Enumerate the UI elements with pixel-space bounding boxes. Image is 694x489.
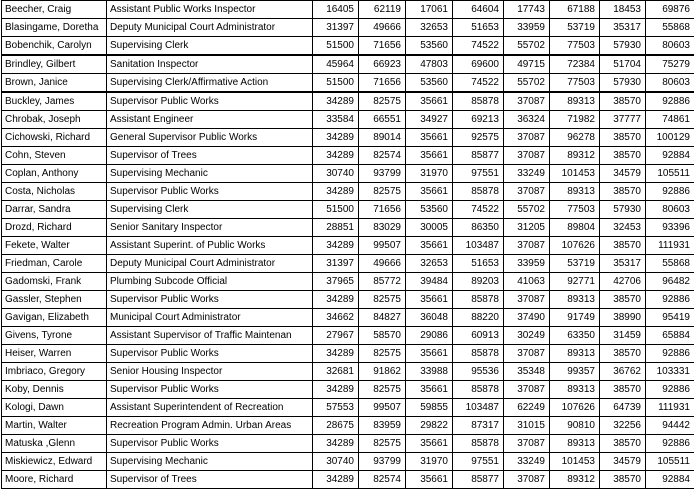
salary-min-4-cell: 57930 [600, 37, 646, 56]
salary-min-1-cell: 51500 [313, 201, 359, 219]
salary-table [1, 0, 694, 489]
salary-max-2-cell: 51653 [453, 255, 504, 273]
job-title-cell: Assistant Superintendent of Recreation [107, 399, 313, 417]
salary-max-4-cell: 92884 [646, 147, 694, 165]
salary-min-3-cell: 55702 [504, 74, 550, 93]
table-row [2, 471, 694, 489]
table-row [2, 255, 694, 273]
salary-max-1-cell: 58570 [359, 327, 406, 345]
salary-min-3-cell: 37087 [504, 471, 550, 489]
salary-min-2-cell: 32653 [406, 19, 453, 37]
salary-max-2-cell: 85878 [453, 291, 504, 309]
table-row [2, 129, 694, 147]
salary-max-1-cell: 99507 [359, 237, 406, 255]
table-row [2, 1, 694, 19]
salary-min-3-cell: 35348 [504, 363, 550, 381]
salary-max-3-cell: 99357 [550, 363, 600, 381]
employee-name-cell: Kologi, Dawn [2, 399, 107, 417]
salary-max-4-cell: 75279 [646, 55, 694, 74]
salary-min-3-cell: 41063 [504, 273, 550, 291]
salary-min-4-cell: 35317 [600, 19, 646, 37]
table-row [2, 92, 694, 111]
salary-max-1-cell: 82575 [359, 381, 406, 399]
job-title-cell: Supervisor of Trees [107, 471, 313, 489]
table-row [2, 273, 694, 291]
salary-min-2-cell: 53560 [406, 37, 453, 56]
salary-max-2-cell: 85877 [453, 471, 504, 489]
salary-min-2-cell: 29086 [406, 327, 453, 345]
job-title-cell: Supervisor Public Works [107, 183, 313, 201]
salary-min-3-cell: 37087 [504, 147, 550, 165]
salary-max-3-cell: 96278 [550, 129, 600, 147]
salary-max-2-cell: 97551 [453, 453, 504, 471]
salary-min-1-cell: 33584 [313, 111, 359, 129]
employee-name-cell: Givens, Tyrone [2, 327, 107, 345]
salary-min-2-cell: 35661 [406, 183, 453, 201]
salary-max-3-cell: 89313 [550, 345, 600, 363]
salary-min-2-cell: 35661 [406, 381, 453, 399]
salary-max-4-cell: 95419 [646, 309, 694, 327]
salary-min-4-cell: 38570 [600, 237, 646, 255]
salary-min-4-cell: 36762 [600, 363, 646, 381]
job-title-cell: Assistant Superint. of Public Works [107, 237, 313, 255]
salary-max-4-cell: 92886 [646, 435, 694, 453]
job-title-cell: Municipal Court Administrator [107, 309, 313, 327]
employee-name-cell: Beecher, Craig [2, 1, 107, 19]
salary-min-1-cell: 16405 [313, 1, 359, 19]
table-row [2, 111, 694, 129]
salary-min-4-cell: 34579 [600, 453, 646, 471]
salary-min-2-cell: 35661 [406, 291, 453, 309]
salary-min-3-cell: 37087 [504, 183, 550, 201]
salary-min-2-cell: 35661 [406, 435, 453, 453]
salary-min-4-cell: 38570 [600, 381, 646, 399]
salary-min-1-cell: 30740 [313, 453, 359, 471]
salary-min-1-cell: 34289 [313, 92, 359, 111]
table-row [2, 74, 694, 93]
salary-max-2-cell: 103487 [453, 399, 504, 417]
salary-max-3-cell: 53719 [550, 255, 600, 273]
salary-min-2-cell: 17061 [406, 1, 453, 19]
employee-name-cell: Martin, Walter [2, 417, 107, 435]
job-title-cell: Sanitation Inspector [107, 55, 313, 74]
salary-min-1-cell: 51500 [313, 74, 359, 93]
salary-min-1-cell: 34289 [313, 291, 359, 309]
salary-max-4-cell: 92886 [646, 92, 694, 111]
job-title-cell: Supervising Clerk/Affirmative Action [107, 74, 313, 93]
salary-max-4-cell: 103331 [646, 363, 694, 381]
salary-max-3-cell: 91749 [550, 309, 600, 327]
salary-max-3-cell: 89313 [550, 291, 600, 309]
salary-min-3-cell: 37087 [504, 381, 550, 399]
salary-min-1-cell: 32681 [313, 363, 359, 381]
salary-min-4-cell: 57930 [600, 74, 646, 93]
salary-max-1-cell: 93799 [359, 453, 406, 471]
salary-min-2-cell: 31970 [406, 453, 453, 471]
job-title-cell: General Supervisor Public Works [107, 129, 313, 147]
job-title-cell: Assistant Engineer [107, 111, 313, 129]
salary-max-2-cell: 51653 [453, 19, 504, 37]
salary-max-2-cell: 69600 [453, 55, 504, 74]
job-title-cell: Plumbing Subcode Official [107, 273, 313, 291]
salary-min-2-cell: 36048 [406, 309, 453, 327]
employee-name-cell: Friedman, Carole [2, 255, 107, 273]
salary-min-1-cell: 34289 [313, 129, 359, 147]
salary-min-4-cell: 51704 [600, 55, 646, 74]
salary-min-4-cell: 18453 [600, 1, 646, 19]
salary-min-2-cell: 29822 [406, 417, 453, 435]
salary-max-1-cell: 49666 [359, 255, 406, 273]
salary-min-3-cell: 33249 [504, 453, 550, 471]
salary-max-1-cell: 82574 [359, 147, 406, 165]
salary-max-2-cell: 85878 [453, 345, 504, 363]
table-row [2, 435, 694, 453]
salary-min-1-cell: 28675 [313, 417, 359, 435]
salary-max-2-cell: 69213 [453, 111, 504, 129]
salary-max-4-cell: 55868 [646, 255, 694, 273]
salary-max-1-cell: 82575 [359, 92, 406, 111]
salary-min-1-cell: 45964 [313, 55, 359, 74]
table-row [2, 327, 694, 345]
employee-name-cell: Fekete, Walter [2, 237, 107, 255]
salary-min-3-cell: 55702 [504, 37, 550, 56]
job-title-cell: Deputy Municipal Court Administrator [107, 19, 313, 37]
job-title-cell: Supervisor Public Works [107, 435, 313, 453]
salary-min-1-cell: 51500 [313, 37, 359, 56]
salary-max-4-cell: 92886 [646, 183, 694, 201]
salary-max-3-cell: 101453 [550, 453, 600, 471]
job-title-cell: Supervisor Public Works [107, 92, 313, 111]
salary-min-1-cell: 28851 [313, 219, 359, 237]
salary-max-3-cell: 89313 [550, 381, 600, 399]
salary-min-4-cell: 38570 [600, 291, 646, 309]
salary-min-3-cell: 33959 [504, 19, 550, 37]
salary-max-4-cell: 111931 [646, 399, 694, 417]
salary-max-3-cell: 89312 [550, 471, 600, 489]
salary-min-3-cell: 31015 [504, 417, 550, 435]
salary-max-3-cell: 107626 [550, 399, 600, 417]
job-title-cell: Assistant Supervisor of Traffic Maintenan [107, 327, 313, 345]
table-row [2, 381, 694, 399]
table-row [2, 363, 694, 381]
table-row [2, 219, 694, 237]
table-row [2, 453, 694, 471]
salary-max-4-cell: 96482 [646, 273, 694, 291]
salary-max-2-cell: 87317 [453, 417, 504, 435]
table-row [2, 417, 694, 435]
salary-max-1-cell: 71656 [359, 74, 406, 93]
salary-min-1-cell: 57553 [313, 399, 359, 417]
salary-max-1-cell: 49666 [359, 19, 406, 37]
salary-max-4-cell: 80603 [646, 37, 694, 56]
salary-max-2-cell: 74522 [453, 74, 504, 93]
salary-max-3-cell: 89313 [550, 183, 600, 201]
salary-max-4-cell: 100129 [646, 129, 694, 147]
salary-max-1-cell: 99507 [359, 399, 406, 417]
salary-max-1-cell: 82575 [359, 291, 406, 309]
salary-min-2-cell: 35661 [406, 471, 453, 489]
table-row [2, 147, 694, 165]
employee-name-cell: Gavigan, Elizabeth [2, 309, 107, 327]
salary-min-3-cell: 33959 [504, 255, 550, 273]
salary-min-4-cell: 38570 [600, 92, 646, 111]
salary-min-4-cell: 32256 [600, 417, 646, 435]
salary-min-4-cell: 42706 [600, 273, 646, 291]
salary-min-4-cell: 37777 [600, 111, 646, 129]
salary-max-4-cell: 65884 [646, 327, 694, 345]
salary-min-3-cell: 37087 [504, 129, 550, 147]
employee-name-cell: Gadomski, Frank [2, 273, 107, 291]
salary-min-3-cell: 49715 [504, 55, 550, 74]
employee-name-cell: Buckley, James [2, 92, 107, 111]
employee-name-cell: Miskiewicz, Edward [2, 453, 107, 471]
salary-min-1-cell: 34289 [313, 183, 359, 201]
salary-min-1-cell: 34289 [313, 237, 359, 255]
salary-min-3-cell: 37087 [504, 345, 550, 363]
salary-min-2-cell: 35661 [406, 129, 453, 147]
salary-max-3-cell: 101453 [550, 165, 600, 183]
salary-max-1-cell: 84827 [359, 309, 406, 327]
salary-max-1-cell: 83959 [359, 417, 406, 435]
salary-max-1-cell: 82575 [359, 345, 406, 363]
salary-min-4-cell: 31459 [600, 327, 646, 345]
job-title-cell: Assistant Public Works Inspector [107, 1, 313, 19]
employee-name-cell: Koby, Dennis [2, 381, 107, 399]
salary-max-4-cell: 111931 [646, 237, 694, 255]
job-title-cell: Supervising Mechanic [107, 165, 313, 183]
job-title-cell: Supervising Clerk [107, 37, 313, 56]
salary-max-4-cell: 92886 [646, 345, 694, 363]
salary-min-2-cell: 34927 [406, 111, 453, 129]
salary-min-1-cell: 34662 [313, 309, 359, 327]
salary-min-1-cell: 27967 [313, 327, 359, 345]
employee-name-cell: Darrar, Sandra [2, 201, 107, 219]
salary-min-2-cell: 47803 [406, 55, 453, 74]
salary-min-2-cell: 30005 [406, 219, 453, 237]
salary-min-4-cell: 35317 [600, 255, 646, 273]
employee-name-cell: Blasingame, Doretha [2, 19, 107, 37]
employee-name-cell: Bobenchik, Carolyn [2, 37, 107, 56]
salary-max-2-cell: 85878 [453, 381, 504, 399]
salary-max-3-cell: 77503 [550, 201, 600, 219]
salary-max-1-cell: 71656 [359, 37, 406, 56]
table-row [2, 55, 694, 74]
job-title-cell: Supervisor of Trees [107, 147, 313, 165]
salary-min-1-cell: 34289 [313, 345, 359, 363]
table-row [2, 345, 694, 363]
salary-max-4-cell: 93396 [646, 219, 694, 237]
employee-name-cell: Heiser, Warren [2, 345, 107, 363]
salary-min-4-cell: 32453 [600, 219, 646, 237]
employee-name-cell: Cohn, Steven [2, 147, 107, 165]
salary-max-2-cell: 88220 [453, 309, 504, 327]
salary-min-3-cell: 62249 [504, 399, 550, 417]
job-title-cell: Supervising Mechanic [107, 453, 313, 471]
salary-max-1-cell: 91862 [359, 363, 406, 381]
table-row [2, 399, 694, 417]
salary-min-3-cell: 55702 [504, 201, 550, 219]
salary-min-4-cell: 57930 [600, 201, 646, 219]
job-title-cell: Senior Sanitary Inspector [107, 219, 313, 237]
salary-min-3-cell: 17743 [504, 1, 550, 19]
table-row [2, 237, 694, 255]
salary-min-4-cell: 38990 [600, 309, 646, 327]
salary-max-4-cell: 94442 [646, 417, 694, 435]
salary-min-2-cell: 32653 [406, 255, 453, 273]
salary-max-4-cell: 74861 [646, 111, 694, 129]
salary-max-1-cell: 89014 [359, 129, 406, 147]
salary-min-2-cell: 59855 [406, 399, 453, 417]
table-row [2, 291, 694, 309]
salary-max-4-cell: 92886 [646, 291, 694, 309]
salary-max-2-cell: 97551 [453, 165, 504, 183]
salary-min-1-cell: 31397 [313, 19, 359, 37]
salary-min-4-cell: 38570 [600, 435, 646, 453]
employee-name-cell: Imbriaco, Gregory [2, 363, 107, 381]
salary-max-3-cell: 77503 [550, 74, 600, 93]
salary-max-4-cell: 92884 [646, 471, 694, 489]
salary-max-1-cell: 71656 [359, 201, 406, 219]
salary-min-2-cell: 35661 [406, 147, 453, 165]
salary-min-1-cell: 34289 [313, 147, 359, 165]
salary-max-4-cell: 105511 [646, 165, 694, 183]
salary-min-4-cell: 38570 [600, 129, 646, 147]
salary-max-3-cell: 71982 [550, 111, 600, 129]
salary-max-2-cell: 95536 [453, 363, 504, 381]
salary-max-4-cell: 69876 [646, 1, 694, 19]
employee-name-cell: Cichowski, Richard [2, 129, 107, 147]
salary-min-1-cell: 37965 [313, 273, 359, 291]
job-title-cell: Deputy Municipal Court Administrator [107, 255, 313, 273]
salary-min-1-cell: 34289 [313, 471, 359, 489]
employee-name-cell: Brown, Janice [2, 74, 107, 93]
salary-min-2-cell: 53560 [406, 201, 453, 219]
salary-min-3-cell: 36324 [504, 111, 550, 129]
salary-max-3-cell: 92771 [550, 273, 600, 291]
salary-min-4-cell: 64739 [600, 399, 646, 417]
salary-min-3-cell: 37087 [504, 435, 550, 453]
salary-max-2-cell: 85878 [453, 435, 504, 453]
salary-max-3-cell: 89313 [550, 92, 600, 111]
employee-name-cell: Brindley, Gilbert [2, 55, 107, 74]
salary-max-4-cell: 55868 [646, 19, 694, 37]
salary-min-3-cell: 37087 [504, 291, 550, 309]
salary-table-body [2, 1, 694, 489]
salary-max-1-cell: 93799 [359, 165, 406, 183]
employee-name-cell: Coplan, Anthony [2, 165, 107, 183]
employee-name-cell: Drozd, Richard [2, 219, 107, 237]
salary-max-4-cell: 80603 [646, 201, 694, 219]
job-title-cell: Senior Housing Inspector [107, 363, 313, 381]
employee-name-cell: Gassler, Stephen [2, 291, 107, 309]
salary-max-4-cell: 105511 [646, 453, 694, 471]
salary-max-3-cell: 89313 [550, 435, 600, 453]
salary-min-2-cell: 35661 [406, 237, 453, 255]
job-title-cell: Supervisor Public Works [107, 381, 313, 399]
salary-max-2-cell: 92575 [453, 129, 504, 147]
salary-max-1-cell: 66551 [359, 111, 406, 129]
table-row [2, 201, 694, 219]
salary-min-3-cell: 37490 [504, 309, 550, 327]
salary-max-4-cell: 92886 [646, 381, 694, 399]
salary-max-2-cell: 86350 [453, 219, 504, 237]
employee-name-cell: Chrobak, Joseph [2, 111, 107, 129]
salary-min-2-cell: 53560 [406, 74, 453, 93]
salary-max-3-cell: 67188 [550, 1, 600, 19]
salary-max-3-cell: 107626 [550, 237, 600, 255]
table-row [2, 19, 694, 37]
salary-min-1-cell: 34289 [313, 381, 359, 399]
salary-max-3-cell: 89312 [550, 147, 600, 165]
job-title-cell: Supervising Clerk [107, 201, 313, 219]
employee-name-cell: Matuska ,Glenn [2, 435, 107, 453]
salary-min-2-cell: 39484 [406, 273, 453, 291]
salary-max-1-cell: 82575 [359, 183, 406, 201]
salary-min-2-cell: 31970 [406, 165, 453, 183]
salary-min-2-cell: 35661 [406, 345, 453, 363]
table-row [2, 183, 694, 201]
salary-max-3-cell: 63350 [550, 327, 600, 345]
salary-min-3-cell: 30249 [504, 327, 550, 345]
salary-max-2-cell: 85878 [453, 92, 504, 111]
salary-max-1-cell: 62119 [359, 1, 406, 19]
salary-min-4-cell: 38570 [600, 147, 646, 165]
employee-name-cell: Moore, Richard [2, 471, 107, 489]
salary-max-3-cell: 72384 [550, 55, 600, 74]
table-row [2, 37, 694, 56]
table-row [2, 309, 694, 327]
salary-min-4-cell: 34579 [600, 165, 646, 183]
table-row [2, 165, 694, 183]
salary-min-3-cell: 33249 [504, 165, 550, 183]
salary-max-3-cell: 53719 [550, 19, 600, 37]
salary-max-1-cell: 82574 [359, 471, 406, 489]
salary-max-3-cell: 90810 [550, 417, 600, 435]
salary-max-2-cell: 64604 [453, 1, 504, 19]
job-title-cell: Supervisor Public Works [107, 345, 313, 363]
salary-max-1-cell: 85772 [359, 273, 406, 291]
salary-max-2-cell: 60913 [453, 327, 504, 345]
job-title-cell: Recreation Program Admin. Urban Areas [107, 417, 313, 435]
salary-max-2-cell: 85877 [453, 147, 504, 165]
salary-min-3-cell: 37087 [504, 237, 550, 255]
salary-max-1-cell: 66923 [359, 55, 406, 74]
salary-min-3-cell: 31205 [504, 219, 550, 237]
salary-min-1-cell: 34289 [313, 435, 359, 453]
salary-min-3-cell: 37087 [504, 92, 550, 111]
salary-max-3-cell: 89804 [550, 219, 600, 237]
salary-min-2-cell: 35661 [406, 92, 453, 111]
job-title-cell: Supervisor Public Works [107, 291, 313, 309]
salary-min-1-cell: 30740 [313, 165, 359, 183]
employee-name-cell: Costa, Nicholas [2, 183, 107, 201]
salary-min-4-cell: 38570 [600, 471, 646, 489]
salary-max-2-cell: 103487 [453, 237, 504, 255]
salary-min-2-cell: 33988 [406, 363, 453, 381]
salary-max-2-cell: 74522 [453, 201, 504, 219]
salary-min-4-cell: 38570 [600, 345, 646, 363]
salary-min-4-cell: 38570 [600, 183, 646, 201]
salary-max-2-cell: 85878 [453, 183, 504, 201]
salary-max-1-cell: 83029 [359, 219, 406, 237]
salary-max-4-cell: 80603 [646, 74, 694, 93]
salary-min-1-cell: 31397 [313, 255, 359, 273]
salary-max-3-cell: 77503 [550, 37, 600, 56]
salary-max-2-cell: 89203 [453, 273, 504, 291]
salary-max-1-cell: 82575 [359, 435, 406, 453]
salary-max-2-cell: 74522 [453, 37, 504, 56]
